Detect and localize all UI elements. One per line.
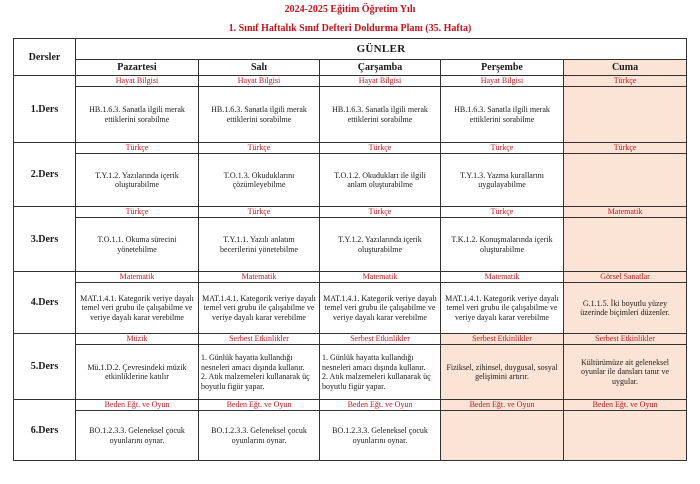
- subject-persembe: Türkçe: [441, 143, 564, 154]
- objective-carsamba: [320, 411, 441, 461]
- subject-cuma: Görsel Sanatlar: [564, 272, 687, 283]
- objective-sali: [199, 411, 320, 461]
- subject-sali: Serbest Etkinlikler: [199, 334, 320, 345]
- objective-line: HB.1.6.3. Sanatla ilgili merak: [211, 105, 307, 114]
- objective-line: çözümleyebilme: [232, 180, 286, 189]
- subject-persembe: Beden Eğt. ve Oyun: [441, 400, 564, 411]
- objective-line: 1. Günlük hayatta kullandığı: [201, 353, 293, 362]
- objective-line: anlam oluşturabilme: [347, 180, 413, 189]
- objective-line: veriye dayalı karar verebilme: [90, 312, 184, 322]
- subject-cuma: Beden Eğt. ve Oyun: [564, 400, 687, 411]
- objective-line: HB.1.6.3. Sanatla ilgili merak: [89, 105, 185, 114]
- subject-sali: Türkçe: [199, 207, 320, 218]
- lesson-label: 6.Ders: [14, 400, 76, 461]
- day-header-sali: Salı: [199, 60, 320, 76]
- subject-carsamba: Türkçe: [320, 207, 441, 218]
- objective-line: T.K.1.2. Konuşmalarında içerik: [451, 235, 553, 244]
- objective-line: oyunlarını oynar.: [231, 435, 287, 445]
- subject-persembe: Hayat Bilgisi: [441, 76, 564, 87]
- objective-cuma: [564, 411, 687, 461]
- objective-persembe: [441, 87, 564, 143]
- objective-pazartesi: [76, 411, 199, 461]
- objective-line: 2. Atık malzemeleri kullanarak üç: [201, 372, 310, 381]
- subject-pazartesi: Türkçe: [76, 143, 199, 154]
- objective-line: oyunlar ile dansları tanır ve: [581, 367, 669, 377]
- objective-persembe: [441, 345, 564, 400]
- objective-line: gelişimini artırır.: [475, 372, 529, 381]
- objective-pazartesi: [76, 87, 199, 143]
- objective-line: oluşturabilme: [115, 180, 159, 189]
- objective-line: ettiklerini sorabilme: [469, 114, 535, 124]
- day-header-cuma: Cuma: [564, 60, 687, 76]
- subject-sali: Beden Eğt. ve Oyun: [199, 400, 320, 411]
- objective-line: üzerinde biçimleri düzenler.: [580, 308, 670, 317]
- objective-line: 2. Atık malzemeleri kullanarak üç: [322, 372, 431, 381]
- subject-persembe: Serbest Etkinlikler: [441, 334, 564, 345]
- subject-cuma: Türkçe: [564, 76, 687, 87]
- objective-line: BO.1.2.3.3. Geleneksel çocuk: [332, 426, 428, 435]
- subject-pazartesi: Hayat Bilgisi: [76, 76, 199, 87]
- objective-persembe: [441, 154, 564, 207]
- objective-sali: [199, 345, 320, 400]
- objective-line: MAT.1.4.1. Kategorik veriye dayalı: [445, 293, 559, 303]
- objective-line: veriye dayalı karar verebilme: [212, 312, 306, 322]
- objective-persembe: [441, 283, 564, 334]
- objective-line: Mü.1.D.2. Çevresindeki müzik: [87, 362, 187, 372]
- subject-carsamba: Hayat Bilgisi: [320, 76, 441, 87]
- objective-line: boyutlu figür yapar.: [322, 381, 386, 391]
- objective-line: HB.1.6.3. Sanatla ilgili merak: [332, 105, 428, 114]
- objective-line: uygular.: [612, 376, 639, 386]
- objective-line: T.Y.1.3. Yazma kurallarını: [460, 170, 544, 180]
- objective-line: G.1.1.5. İki boyutlu yüzey: [582, 298, 668, 308]
- objective-line: BO.1.2.3.3. Geleneksel çocuk: [89, 426, 185, 435]
- objective-persembe: [441, 411, 564, 461]
- objective-line: oluşturabilme: [358, 244, 402, 254]
- dersler-header: Dersler: [14, 39, 76, 76]
- objective-line: temel veri grubu ile çalışabilme ve: [81, 303, 193, 313]
- objective-cuma: [564, 154, 687, 207]
- objective-sali: [199, 87, 320, 143]
- objective-line: veriye dayalı karar verebilme: [455, 312, 549, 322]
- lesson-label: 5.Ders: [14, 334, 76, 400]
- objective-carsamba: [320, 87, 441, 143]
- year-title: 2024-2025 Eğitim Öğretim Yılı: [284, 4, 416, 15]
- objective-sali: [199, 218, 320, 272]
- day-header-carsamba: Çarşamba: [320, 60, 441, 76]
- subject-cuma: Türkçe: [564, 143, 687, 154]
- objective-cuma: [564, 283, 687, 334]
- objective-pazartesi: [76, 345, 199, 400]
- objective-sali: [199, 283, 320, 334]
- objective-line: T.Y.1.1. Yazılı anlatım: [223, 235, 295, 244]
- objective-line: MAT.1.4.1. Kategorik veriye dayalı: [202, 293, 316, 303]
- objective-line: MAT.1.4.1. Kategorik veriye dayalı: [323, 293, 437, 303]
- objective-line: veriye dayalı karar verebilme: [333, 312, 427, 322]
- subject-carsamba: Serbest Etkinlikler: [320, 334, 441, 345]
- subject-persembe: Matematik: [441, 272, 564, 283]
- subject-sali: Matematik: [199, 272, 320, 283]
- objective-carsamba: [320, 283, 441, 334]
- lesson-label: 4.Ders: [14, 272, 76, 334]
- lesson-label: 3.Ders: [14, 207, 76, 272]
- plan-title: 1. Sınıf Haftalık Sınıf Defteri Doldurma Planı (35. Hafta): [228, 23, 472, 34]
- objective-carsamba: [320, 218, 441, 272]
- subject-pazartesi: Beden Eğt. ve Oyun: [76, 400, 199, 411]
- lesson-label: 1.Ders: [14, 76, 76, 143]
- objective-line: oyunlarını oynar.: [352, 435, 408, 445]
- objective-line: temel veri grubu ile çalışabilme ve: [203, 303, 315, 313]
- objective-line: HB.1.6.3. Sanatla ilgili merak: [454, 105, 550, 114]
- objective-line: oluşturabilme: [480, 244, 524, 254]
- day-header-pazartesi: Pazartesi: [76, 60, 199, 76]
- objective-line: T.Y.1.2. Yazılarında içerik: [95, 170, 179, 180]
- objective-carsamba: [320, 154, 441, 207]
- objective-persembe: [441, 218, 564, 272]
- subject-carsamba: Matematik: [320, 272, 441, 283]
- objective-line: 1. Günlük hayatta kullandığı: [322, 353, 414, 362]
- objective-cuma: [564, 218, 687, 272]
- objective-line: becerilerini yönetebilme: [220, 244, 298, 254]
- subject-cuma: Serbest Etkinlikler: [564, 334, 687, 345]
- objective-line: T.O.1.2. Okudukları ile ilgili: [334, 170, 426, 180]
- objective-line: ettiklerini sorabilme: [104, 114, 170, 124]
- objective-pazartesi: [76, 154, 199, 207]
- objective-sali: [199, 154, 320, 207]
- subject-sali: Hayat Bilgisi: [199, 76, 320, 87]
- objective-line: Fiziksel, zihinsel, duygusal, sosyal: [446, 362, 558, 372]
- subject-persembe: Türkçe: [441, 207, 564, 218]
- weekly-plan-table: [13, 38, 687, 461]
- lesson-label: 2.Ders: [14, 143, 76, 207]
- gunler-header: GÜNLER: [76, 39, 687, 60]
- objective-line: MAT.1.4.1. Kategorik veriye dayalı: [80, 293, 194, 303]
- objective-line: oyunlarını oynar.: [109, 435, 165, 445]
- objective-line: boyutlu figür yapar.: [201, 381, 265, 391]
- objective-line: temel veri grubu ile çalışabilme ve: [324, 303, 436, 313]
- subject-pazartesi: Müzik: [76, 334, 199, 345]
- objective-line: temel veri grubu ile çalışabilme ve: [446, 303, 558, 313]
- objective-line: ettiklerini sorabilme: [347, 114, 413, 124]
- subject-cuma: Matematik: [564, 207, 687, 218]
- subject-carsamba: Türkçe: [320, 143, 441, 154]
- objective-line: nesneleri amacı dışında kullanır.: [322, 362, 426, 372]
- objective-line: BO.1.2.3.3. Geleneksel çocuk: [211, 426, 307, 435]
- objective-line: etkinliklerine katılır: [105, 372, 169, 381]
- objective-pazartesi: [76, 283, 199, 334]
- objective-carsamba: [320, 345, 441, 400]
- objective-line: T.O.1.1. Okuma sürecini: [97, 235, 177, 244]
- objective-line: T.Y.1.2. Yazılarında içerik: [338, 235, 422, 244]
- objective-cuma: [564, 87, 687, 143]
- objective-cuma: [564, 345, 687, 400]
- subject-pazartesi: Türkçe: [76, 207, 199, 218]
- subject-carsamba: Beden Eğt. ve Oyun: [320, 400, 441, 411]
- objective-pazartesi: [76, 218, 199, 272]
- objective-line: ettiklerini sorabilme: [226, 114, 292, 124]
- objective-line: uygulayabilme: [478, 180, 526, 189]
- objective-line: yönetebilme: [117, 244, 157, 254]
- objective-line: T.O.1.3. Okuduklarını: [223, 170, 295, 180]
- objective-line: nesneleri amacı dışında kullanır.: [201, 362, 305, 372]
- subject-pazartesi: Matematik: [76, 272, 199, 283]
- day-header-persembe: Perşembe: [441, 60, 564, 76]
- objective-line: Kültürümüze ait geleneksel: [581, 357, 669, 367]
- subject-sali: Türkçe: [199, 143, 320, 154]
